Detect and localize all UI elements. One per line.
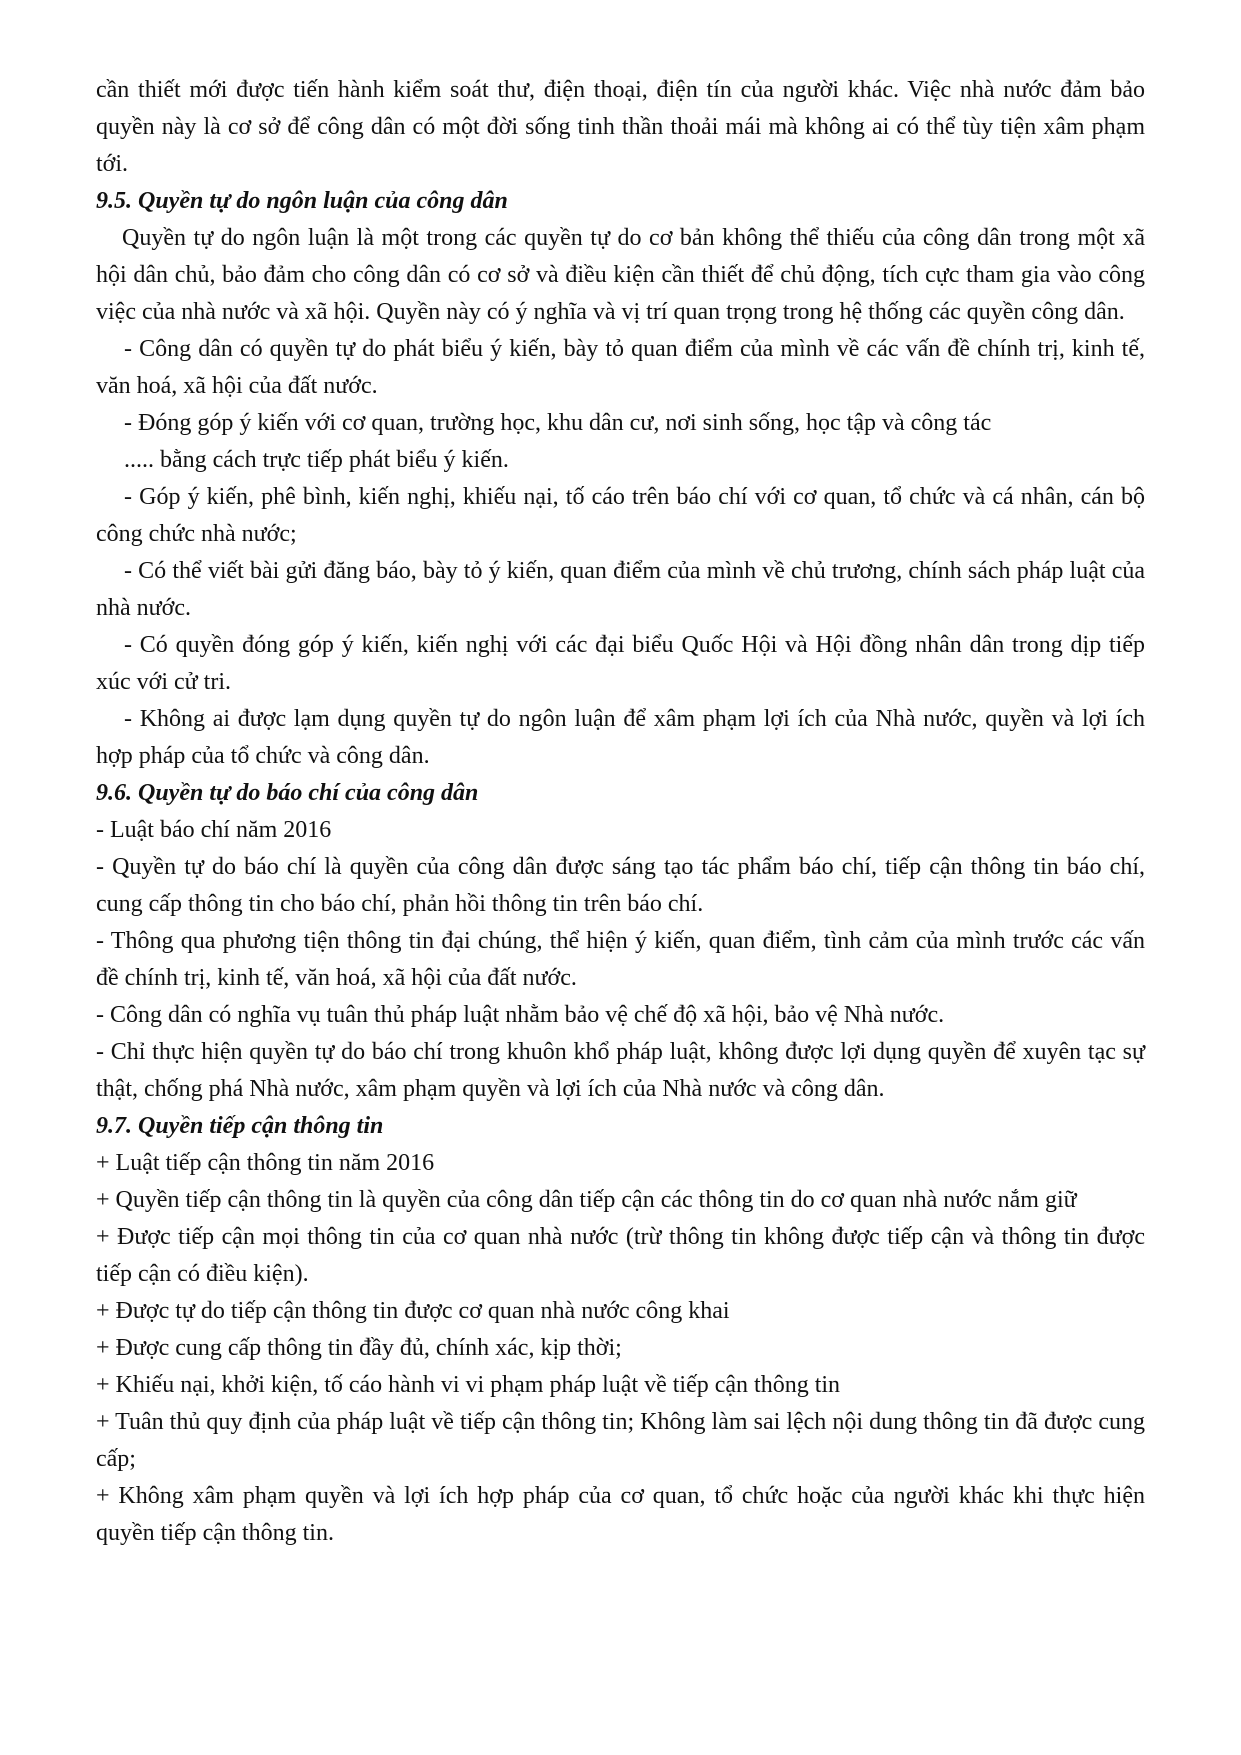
section-heading-9-5: 9.5. Quyền tự do ngôn luận của công dân (96, 188, 508, 214)
section-heading-9-7: 9.7. Quyền tiếp cận thông tin (96, 1113, 384, 1139)
list-item: - Chỉ thực hiện quyền tự do báo chí trong khuôn khổ pháp luật, không được lợi dụng quyền để xuyên tạc sự thật, chống phá Nhà nước, xâm phạm quyền và lợi ích của Nhà nước và công dân. (96, 1039, 1145, 1102)
list-item: - Quyền tự do báo chí là quyền của công dân được sáng tạo tác phẩm báo chí, tiếp cận thông tin báo chí, cung cấp thông tin cho báo chí, phản hồi thông tin trên báo chí. (96, 854, 1145, 917)
section-9-5-intro: Quyền tự do ngôn luận là một trong các quyền tự do cơ bản không thể thiếu của công dân trong một xã hội dân chủ, bảo đảm cho công dân có cơ sở và điều kiện cần thiết để chủ động, tích cực tham gia vào công việc của nhà nước và xã hội. Quyền này có ý nghĩa và vị trí quan trọng trong hệ thống các quyền công dân. (96, 225, 1145, 325)
list-item: + Được cung cấp thông tin đầy đủ, chính xác, kịp thời; (96, 1335, 622, 1361)
list-item: - Có quyền đóng góp ý kiến, kiến nghị với các đại biểu Quốc Hội và Hội đồng nhân dân trong dịp tiếp xúc với cử tri. (96, 632, 1145, 695)
list-item: - Công dân có quyền tự do phát biểu ý kiến, bày tỏ quan điểm của mình về các vấn đề chính trị, kinh tế, văn hoá, xã hội của đất nước. (96, 336, 1145, 399)
list-item: - Thông qua phương tiện thông tin đại chúng, thể hiện ý kiến, quan điểm, tình cảm của mình trước các vấn đề chính trị, kinh tế, văn hoá, xã hội của đất nước. (96, 928, 1145, 991)
list-item: - Luật báo chí năm 2016 (96, 817, 332, 843)
list-item: - Góp ý kiến, phê bình, kiến nghị, khiếu nại, tố cáo trên báo chí với cơ quan, tổ chức và cá nhân, cán bộ công chức nhà nước; (96, 484, 1145, 547)
list-item: + Không xâm phạm quyền và lợi ích hợp pháp của cơ quan, tổ chức hoặc của người khác khi thực hiện quyền tiếp cận thông tin. (96, 1483, 1145, 1546)
list-item: ..... bằng cách trực tiếp phát biểu ý kiến. (124, 447, 509, 473)
list-item: + Quyền tiếp cận thông tin là quyền của công dân tiếp cận các thông tin do cơ quan nhà nước nắm giữ (96, 1187, 1077, 1213)
list-item: + Luật tiếp cận thông tin năm 2016 (96, 1150, 435, 1176)
list-item: + Khiếu nại, khởi kiện, tố cáo hành vi vi phạm pháp luật về tiếp cận thông tin (96, 1372, 841, 1398)
list-item: + Được tự do tiếp cận thông tin được cơ quan nhà nước công khai (96, 1298, 730, 1324)
list-item: - Không ai được lạm dụng quyền tự do ngôn luận để xâm phạm lợi ích của Nhà nước, quyền và lợi ích hợp pháp của tổ chức và công dân. (96, 706, 1145, 769)
list-item: - Đóng góp ý kiến với cơ quan, trường học, khu dân cư, nơi sinh sống, học tập và công tác (124, 410, 992, 436)
list-item: + Tuân thủ quy định của pháp luật về tiếp cận thông tin; Không làm sai lệch nội dung thông tin đã được cung cấp; (96, 1409, 1145, 1472)
section-heading-9-6: 9.6. Quyền tự do báo chí của công dân (96, 780, 479, 806)
paragraph-continuation: cần thiết mới được tiến hành kiểm soát thư, điện thoại, điện tín của người khác. Việc nhà nước đảm bảo quyền này là cơ sở để công dân có một đời sống tinh thần thoải mái mà không ai có thể tùy tiện xâm phạm tới. (96, 77, 1145, 177)
list-item: + Được tiếp cận mọi thông tin của cơ quan nhà nước (trừ thông tin không được tiếp cận và thông tin được tiếp cận có điều kiện). (96, 1224, 1145, 1287)
list-item: - Công dân có nghĩa vụ tuân thủ pháp luật nhằm bảo vệ chế độ xã hội, bảo vệ Nhà nước. (96, 1002, 945, 1028)
list-item: - Có thể viết bài gửi đăng báo, bày tỏ ý kiến, quan điểm của mình về chủ trương, chính sách pháp luật của nhà nước. (96, 558, 1145, 621)
document-body (96, 72, 1145, 1552)
